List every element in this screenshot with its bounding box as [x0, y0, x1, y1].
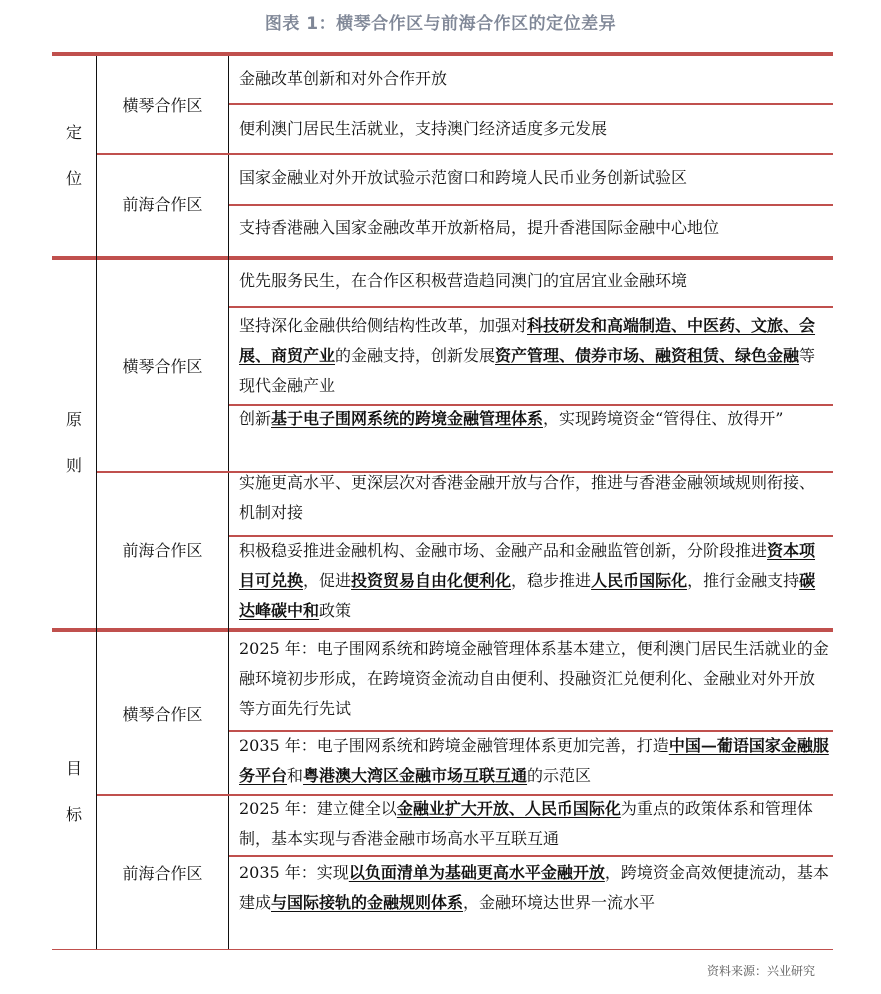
- text-segment: 2025 年：建立健全以: [239, 799, 397, 818]
- text-segment: 积极稳妥推进金融机构、金融市场、金融产品和金融监管创新，分阶段推进: [239, 541, 768, 560]
- row-divider: [229, 204, 833, 206]
- column-divider: [228, 56, 229, 949]
- emphasized-text: 与国际接轨的金融规则体系: [271, 893, 464, 912]
- emphasized-text: 资产管理、债券市场、融资租赁、绿色金融: [495, 346, 800, 365]
- text-segment: 和: [287, 766, 304, 785]
- category-label-goals-top: 目: [65, 759, 82, 778]
- goals-qianhai-2035: [239, 858, 829, 918]
- text-segment: ，推行金融支持: [687, 571, 800, 590]
- zone-label-hengqin: 横琴合作区: [122, 96, 203, 115]
- category-label-principles-bottom: 则: [65, 456, 82, 475]
- category-label-positioning-top: 定: [65, 123, 82, 142]
- principles-hengqin-item-2: [239, 311, 829, 401]
- principles-qianhai-item-1: [239, 468, 829, 528]
- category-label-principles-top: 原: [65, 410, 82, 429]
- goals-hengqin-2035: [239, 731, 829, 791]
- emphasized-text: 资本项目可兑换: [239, 541, 816, 590]
- row-divider: [229, 855, 833, 857]
- text-segment: 政策: [319, 601, 352, 620]
- principles-hengqin-item-3: [239, 404, 829, 434]
- text-segment: 2035 年：实现: [239, 863, 349, 882]
- positioning-hengqin-item-1: [239, 64, 829, 94]
- category-label-positioning-bottom: 位: [65, 169, 82, 188]
- text-segment: 的示范区: [527, 766, 592, 785]
- text-segment: ，实现跨境资金“管得住、放得开”: [543, 409, 784, 428]
- emphasized-text: 粤港澳大湾区金融市场互联互通: [303, 766, 528, 785]
- text-segment: 优先服务民生，在合作区积极营造趋同澳门的宜居宜业金融环境: [239, 271, 688, 290]
- text-segment: 创新: [239, 409, 272, 428]
- row-divider: [229, 103, 833, 105]
- source-note: 资料来源：兴业研究: [706, 964, 815, 978]
- text-segment: 为重点的政策体系和管理体制，基本实现与香港金融市场高水平互联互通: [239, 799, 813, 848]
- text-segment: 金融改革创新和对外合作开放: [239, 69, 448, 88]
- text-segment: 国家金融业对外开放试验示范窗口和跨境人民币业务创新试验区: [239, 168, 688, 187]
- zone-label-qianhai: 前海合作区: [122, 864, 203, 883]
- text-segment: 坚持深化金融供给侧结构性改革，加强对: [239, 316, 528, 335]
- zone-label-qianhai: 前海合作区: [122, 195, 203, 214]
- goals-qianhai-2025: [239, 794, 829, 854]
- emphasized-text: 投资贸易自由化便利化: [351, 571, 512, 590]
- principles-hengqin-item-1: [239, 266, 829, 296]
- positioning-hengqin-item-2: [239, 114, 829, 144]
- text-segment: ，金融环境达世界一流水平: [463, 893, 656, 912]
- text-segment: 支持香港融入国家金融改革开放新格局，提升香港国际金融中心地位: [239, 218, 720, 237]
- goals-hengqin-2025: [239, 634, 829, 724]
- zone-label-hengqin: 横琴合作区: [122, 704, 203, 724]
- emphasized-text: 碳达峰碳中和: [239, 571, 816, 620]
- emphasized-text: 以负面清单为基础更高水平金融开放: [348, 863, 605, 882]
- principles-qianhai-item-2: [239, 536, 829, 626]
- emphasized-text: 中国—葡语国家金融服务平台: [239, 736, 829, 785]
- table-bottom-border: [52, 949, 833, 950]
- text-segment: 实施更高水平、更深层次对香港金融开放与合作，推进与香港金融领域规则衔接、机制对接: [239, 473, 816, 522]
- text-segment: 便利澳门居民生活就业，支持澳门经济适度多元发展: [239, 119, 608, 138]
- text-segment: 2025 年：电子围网系统和跨境金融管理体系基本建立，便利澳门居民生活就业的金融环境初步形成，在跨境资金流动自由便利、投融资汇兑便利化、金融业对外开放等方面先行先试: [239, 639, 829, 718]
- emphasized-text: 基于电子围网系统的跨境金融管理体系: [271, 409, 544, 428]
- text-segment: 2035 年：电子围网系统和跨境金融管理体系更加完善，打造: [239, 736, 669, 755]
- text-segment: ，跨境资金高效便捷流动，基本建成: [239, 863, 829, 912]
- zone-label-hengqin: 横琴合作区: [122, 357, 203, 376]
- text-segment: ，稳步推进: [511, 571, 592, 590]
- emphasized-text: 人民币国际化: [591, 571, 688, 590]
- text-segment: ，促进: [303, 571, 352, 590]
- text-segment: 等现代金融产业: [239, 346, 816, 395]
- chart-title: 图表 1：横琴合作区与前海合作区的定位差异: [264, 14, 617, 34]
- positioning-qianhai-item-1: [239, 163, 829, 193]
- category-label-goals-bottom: 标: [65, 805, 82, 824]
- positioning-qianhai-item-2: [239, 213, 829, 243]
- emphasized-text: 金融业扩大开放、人民币国际化: [396, 799, 621, 818]
- text-segment: 的金融支持，创新发展: [335, 346, 496, 365]
- emphasized-text: 科技研发和高端制造、中医药、文旅、会展、商贸产业: [239, 316, 816, 365]
- zone-label-qianhai: 前海合作区: [122, 541, 203, 560]
- row-divider: [229, 306, 833, 308]
